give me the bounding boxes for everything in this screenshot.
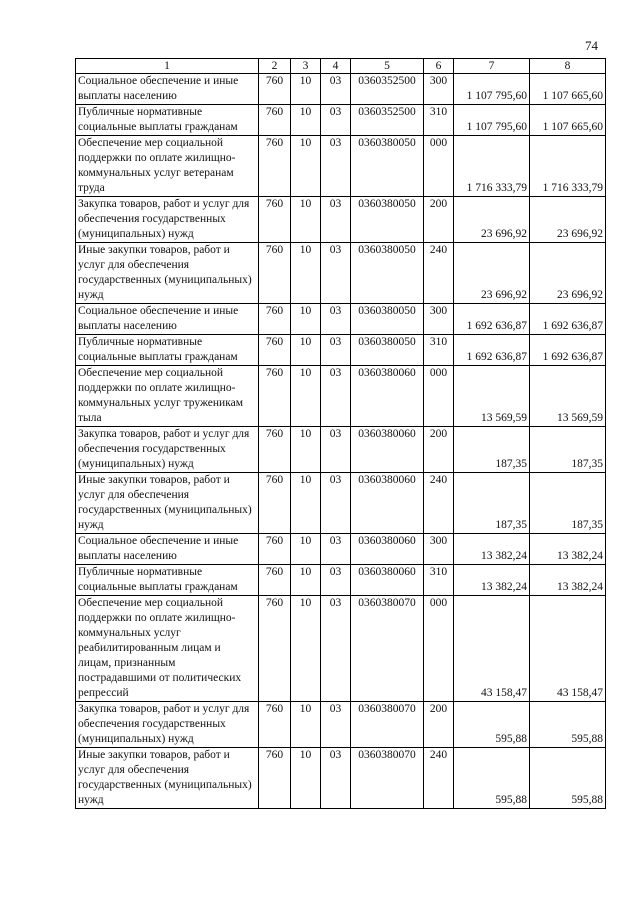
row-name-cell: Социальное обеспечение и иные выплаты населению [76, 74, 259, 105]
row-section-cell: 10 [291, 565, 321, 596]
row-target-code-cell: 0360380060 [351, 366, 424, 427]
row-section-cell: 10 [291, 105, 321, 136]
table-row [76, 105, 606, 136]
row-amount-8-cell: 13 382,24 [530, 534, 606, 565]
row-expense-type-cell: 000 [424, 136, 454, 197]
row-target-code-cell: 0360380060 [351, 427, 424, 473]
row-name-cell: Обеспечение мер социальной поддержки по оплате жилищно-коммунальных услуг ветеранам труда [76, 136, 259, 197]
row-code-cell: 760 [259, 565, 291, 596]
row-name-cell: Иные закупки товаров, работ и услуг для обеспечения государственных (муниципальных) нужд [76, 473, 259, 534]
row-subsection-cell: 03 [321, 596, 351, 702]
row-name-cell: Публичные нормативные социальные выплаты гражданам [76, 565, 259, 596]
row-section-cell: 10 [291, 702, 321, 748]
table-row [76, 243, 606, 304]
table-row [76, 565, 606, 596]
row-expense-type-cell: 000 [424, 596, 454, 702]
row-section-cell: 10 [291, 427, 321, 473]
row-expense-type-cell: 310 [424, 565, 454, 596]
row-target-code-cell: 0360380050 [351, 243, 424, 304]
row-name-cell: Закупка товаров, работ и услуг для обеспечения государственных (муниципальных) нужд [76, 197, 259, 243]
row-expense-type-cell: 000 [424, 366, 454, 427]
row-name-cell: Социальное обеспечение и иные выплаты населению [76, 304, 259, 335]
row-amount-8-cell: 595,88 [530, 748, 606, 809]
row-code-cell: 760 [259, 366, 291, 427]
row-target-code-cell: 0360380050 [351, 335, 424, 366]
row-subsection-cell: 03 [321, 366, 351, 427]
row-name-cell: Иные закупки товаров, работ и услуг для обеспечения государственных (муниципальных) нужд [76, 243, 259, 304]
row-amount-7-cell: 595,88 [454, 702, 530, 748]
row-amount-8-cell: 13 382,24 [530, 565, 606, 596]
row-code-cell: 760 [259, 534, 291, 565]
row-amount-7-cell: 1 107 795,60 [454, 74, 530, 105]
row-code-cell: 760 [259, 596, 291, 702]
table-row [76, 534, 606, 565]
row-section-cell: 10 [291, 748, 321, 809]
row-name-cell: Публичные нормативные социальные выплаты гражданам [76, 105, 259, 136]
page-number: 74 [585, 38, 598, 53]
row-amount-7-cell: 23 696,92 [454, 197, 530, 243]
row-target-code-cell: 0360380050 [351, 136, 424, 197]
row-amount-7-cell: 595,88 [454, 748, 530, 809]
row-subsection-cell: 03 [321, 534, 351, 565]
row-expense-type-cell: 200 [424, 427, 454, 473]
row-expense-type-cell: 310 [424, 105, 454, 136]
table-row [76, 748, 606, 809]
row-subsection-cell: 03 [321, 105, 351, 136]
row-expense-type-cell: 300 [424, 304, 454, 335]
row-amount-8-cell: 43 158,47 [530, 596, 606, 702]
row-target-code-cell: 0360380060 [351, 534, 424, 565]
row-amount-7-cell: 13 569,59 [454, 366, 530, 427]
table-row [76, 702, 606, 748]
row-subsection-cell: 03 [321, 473, 351, 534]
row-section-cell: 10 [291, 243, 321, 304]
row-name-cell: Обеспечение мер социальной поддержки по оплате жилищно-коммунальных услуг реабилитированным лицам и лицам, признанным пострадавшими от политических репрессий [76, 596, 259, 702]
row-section-cell: 10 [291, 136, 321, 197]
row-expense-type-cell: 240 [424, 748, 454, 809]
row-name-cell: Закупка товаров, работ и услуг для обеспечения государственных (муниципальных) нужд [76, 427, 259, 473]
row-expense-type-cell: 240 [424, 473, 454, 534]
row-amount-8-cell: 595,88 [530, 702, 606, 748]
row-name-cell: Обеспечение мер социальной поддержки по оплате жилищно-коммунальных услуг труженикам тыла [76, 366, 259, 427]
row-target-code-cell: 0360352500 [351, 74, 424, 105]
row-name-cell: Публичные нормативные социальные выплаты гражданам [76, 335, 259, 366]
row-code-cell: 760 [259, 304, 291, 335]
row-section-cell: 10 [291, 366, 321, 427]
row-amount-7-cell: 1 107 795,60 [454, 105, 530, 136]
row-subsection-cell: 03 [321, 565, 351, 596]
table-header-row [76, 59, 606, 74]
row-amount-8-cell: 187,35 [530, 427, 606, 473]
row-amount-8-cell: 1 716 333,79 [530, 136, 606, 197]
header-cell: 6 [424, 59, 454, 74]
row-section-cell: 10 [291, 596, 321, 702]
table-row [76, 335, 606, 366]
row-expense-type-cell: 300 [424, 74, 454, 105]
row-target-code-cell: 0360380070 [351, 596, 424, 702]
row-target-code-cell: 0360380070 [351, 748, 424, 809]
row-subsection-cell: 03 [321, 335, 351, 366]
header-cell: 3 [291, 59, 321, 74]
row-section-cell: 10 [291, 335, 321, 366]
row-amount-8-cell: 13 569,59 [530, 366, 606, 427]
row-amount-8-cell: 187,35 [530, 473, 606, 534]
budget-table [75, 58, 606, 809]
row-target-code-cell: 0360380060 [351, 473, 424, 534]
header-cell: 2 [259, 59, 291, 74]
row-amount-8-cell: 1 692 636,87 [530, 335, 606, 366]
row-target-code-cell: 0360380060 [351, 565, 424, 596]
row-amount-7-cell: 43 158,47 [454, 596, 530, 702]
row-code-cell: 760 [259, 105, 291, 136]
row-code-cell: 760 [259, 335, 291, 366]
row-section-cell: 10 [291, 304, 321, 335]
row-amount-7-cell: 187,35 [454, 427, 530, 473]
row-code-cell: 760 [259, 243, 291, 304]
row-target-code-cell: 0360352500 [351, 105, 424, 136]
header-cell: 1 [76, 59, 259, 74]
row-target-code-cell: 0360380050 [351, 197, 424, 243]
table-row [76, 596, 606, 702]
row-name-cell: Иные закупки товаров, работ и услуг для обеспечения государственных (муниципальных) нужд [76, 748, 259, 809]
row-code-cell: 760 [259, 197, 291, 243]
header-cell: 8 [530, 59, 606, 74]
row-expense-type-cell: 200 [424, 197, 454, 243]
row-amount-8-cell: 1 692 636,87 [530, 304, 606, 335]
row-expense-type-cell: 240 [424, 243, 454, 304]
row-subsection-cell: 03 [321, 243, 351, 304]
row-section-cell: 10 [291, 473, 321, 534]
table-row [76, 366, 606, 427]
table-row [76, 74, 606, 105]
row-code-cell: 760 [259, 748, 291, 809]
table-row [76, 473, 606, 534]
row-code-cell: 760 [259, 74, 291, 105]
row-subsection-cell: 03 [321, 304, 351, 335]
header-cell: 5 [351, 59, 424, 74]
row-section-cell: 10 [291, 74, 321, 105]
header-cell: 7 [454, 59, 530, 74]
row-target-code-cell: 0360380050 [351, 304, 424, 335]
row-amount-8-cell: 1 107 665,60 [530, 105, 606, 136]
row-amount-7-cell: 13 382,24 [454, 534, 530, 565]
row-amount-7-cell: 1 692 636,87 [454, 304, 530, 335]
row-subsection-cell: 03 [321, 427, 351, 473]
row-expense-type-cell: 200 [424, 702, 454, 748]
table-row [76, 197, 606, 243]
row-section-cell: 10 [291, 534, 321, 565]
row-subsection-cell: 03 [321, 197, 351, 243]
row-subsection-cell: 03 [321, 748, 351, 809]
row-section-cell: 10 [291, 197, 321, 243]
row-amount-7-cell: 23 696,92 [454, 243, 530, 304]
row-amount-7-cell: 187,35 [454, 473, 530, 534]
row-target-code-cell: 0360380070 [351, 702, 424, 748]
row-name-cell: Социальное обеспечение и иные выплаты населению [76, 534, 259, 565]
table-row [76, 427, 606, 473]
row-amount-8-cell: 23 696,92 [530, 243, 606, 304]
row-amount-7-cell: 1 716 333,79 [454, 136, 530, 197]
row-amount-8-cell: 1 107 665,60 [530, 74, 606, 105]
row-expense-type-cell: 310 [424, 335, 454, 366]
row-code-cell: 760 [259, 473, 291, 534]
row-amount-7-cell: 13 382,24 [454, 565, 530, 596]
row-subsection-cell: 03 [321, 136, 351, 197]
row-expense-type-cell: 300 [424, 534, 454, 565]
row-amount-8-cell: 23 696,92 [530, 197, 606, 243]
row-code-cell: 760 [259, 427, 291, 473]
table-row [76, 136, 606, 197]
table-row [76, 304, 606, 335]
row-subsection-cell: 03 [321, 74, 351, 105]
row-subsection-cell: 03 [321, 702, 351, 748]
row-code-cell: 760 [259, 702, 291, 748]
row-code-cell: 760 [259, 136, 291, 197]
row-amount-7-cell: 1 692 636,87 [454, 335, 530, 366]
row-name-cell: Закупка товаров, работ и услуг для обеспечения государственных (муниципальных) нужд [76, 702, 259, 748]
header-cell: 4 [321, 59, 351, 74]
